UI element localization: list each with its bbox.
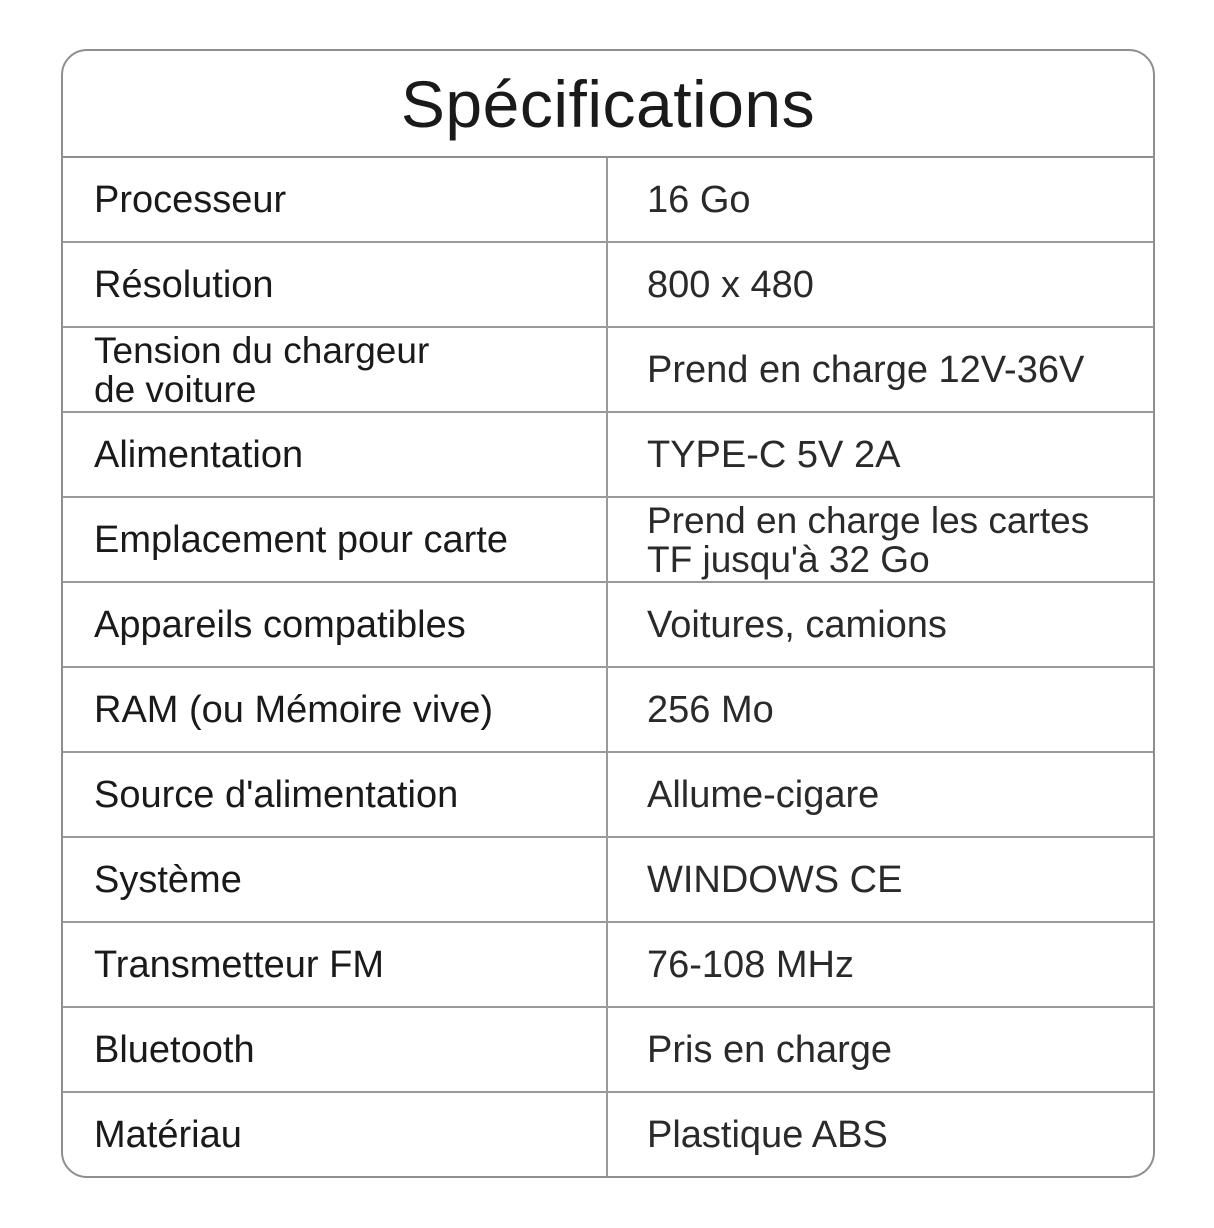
spec-label: Bluetooth (63, 1008, 608, 1091)
spec-value: WINDOWS CE (647, 858, 903, 901)
spec-value: 76-108 MHz (647, 943, 854, 986)
spec-value: TYPE-C 5V 2A (647, 433, 901, 476)
spec-table (61, 49, 1155, 1178)
spec-title: Spécifications (63, 51, 1153, 158)
spec-row (63, 753, 1153, 838)
spec-value: Allume-cigare (647, 773, 880, 816)
spec-value: 256 Mo (647, 688, 774, 731)
spec-row (63, 1093, 1153, 1177)
spec-value: Voitures, camions (647, 603, 947, 646)
spec-value: Pris en charge (647, 1028, 893, 1071)
spec-row (63, 923, 1153, 1008)
spec-label: Emplacement pour carte (63, 498, 608, 581)
spec-label: Processeur (63, 158, 608, 241)
spec-row (63, 158, 1153, 243)
spec-label: Transmetteur FM (63, 923, 608, 1006)
spec-value: Prend en charge 12V-36V (647, 348, 1085, 391)
spec-label: Système (63, 838, 608, 921)
spec-row (63, 1008, 1153, 1093)
spec-label: Matériau (63, 1093, 608, 1177)
spec-rows (63, 158, 1153, 1177)
spec-value: 16 Go (647, 178, 751, 221)
spec-row (63, 668, 1153, 753)
spec-label: Tension du chargeur de voiture (63, 328, 608, 411)
spec-label: Résolution (63, 243, 608, 326)
spec-value: 800 x 480 (647, 263, 814, 306)
spec-value: Prend en charge les cartes TF jusqu'à 32 Go (647, 499, 1090, 580)
spec-row (63, 498, 1153, 583)
spec-label: Alimentation (63, 413, 608, 496)
spec-label: RAM (ou Mémoire vive) (63, 668, 608, 751)
spec-label: Source d'alimentation (63, 753, 608, 836)
spec-row (63, 583, 1153, 668)
spec-value: Plastique ABS (647, 1114, 888, 1156)
spec-row (63, 413, 1153, 498)
spec-label: Appareils compatibles (63, 583, 608, 666)
spec-row (63, 328, 1153, 413)
spec-row (63, 838, 1153, 923)
spec-row (63, 243, 1153, 328)
